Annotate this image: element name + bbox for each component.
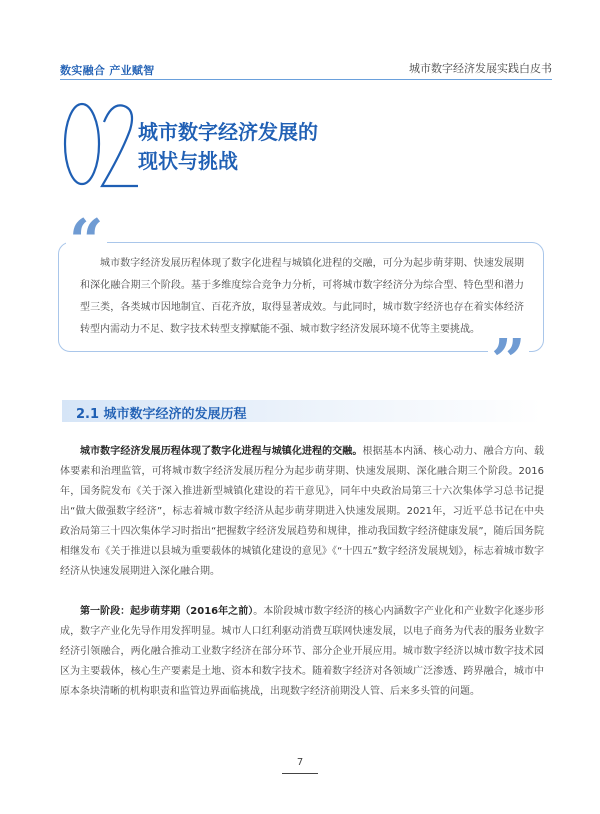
paragraph-1-body: 根据基本内涵、核心动力、融合方向、载体要素和治理监管，可将城市数字经济发展历程分为起步萌芽期、快速发展期、深化融合期三个阶段。2016年，国务院发布《关于深入推进新型城镇化建设的若干意见》，同年中央政治局第三十六次集体学习总书记提出“做大做强数字经济”，标志着城市数字经济从起步萌芽期进入快速发展期。2021年，习近平总书记在中央政治局第三十四次集体学习时指出“把握数字经济发展趋势和规律，推动我国数字经济健康发展”，随后国务院相继发布《关于推进以县城为重要载体的城镇化建设的意见》《“十四五”数字经济发展规划》，标志着城市数字经济从快速发展期进入深化融合期。	[60, 446, 545, 577]
header-tagline: 数实融合 产业赋智	[60, 64, 155, 77]
paragraph-1-lead: 城市数字经济发展历程体现了数字化进程与城镇化进程的交融。	[80, 446, 363, 457]
chapter-number-two-shape	[102, 105, 138, 186]
chapter-title-line-1: 城市数字经济发展的	[138, 120, 318, 144]
page-number: 7	[296, 757, 304, 768]
chapter-title	[138, 118, 318, 176]
section-heading: 2.1 城市数字经济的发展历程	[76, 407, 247, 422]
summary-quote-text: 城市数字经济发展历程体现了数字化进程与城镇化进程的交融，可分为起步萌芽期、快速发展期和深化融合期三个阶段。基于多维度综合竞争力分析，可将城市数字经济分为综合型、特色型和潜力型三类，各类城市因地制宜、百花齐放，取得显著成效。与此同时，城市数字经济也存在着实体经济转型内需动力不足、数字技术转型支撑赋能不强、城市数字经济发展环境不优等主要挑战。	[80, 258, 524, 335]
body-paragraph-1	[60, 442, 544, 582]
paragraph-2-body: 。本阶段城市数字经济的核心内涵数字产业化和产业数字化逐步形成，数字产业化先导作用发挥明显。城市人口红利驱动消费互联网快速发展，以电子商务为代表的服务业数字经济引领融合，两化融合推动工业数字经济在部分环节、部分企业开展应用。城市数字经济以城市数字技术园区为主要载体，核心生产要素是土地、资本和数字技术。随着数字经济对各领域广泛渗透、跨界融合，城市中原本条块清晰的机构职责和监管边界面临挑战，出现数字经济前期没人管、后来多头管的问题。	[60, 606, 545, 697]
chapter-title-line-2: 现状与挑战	[138, 149, 238, 173]
page-number-underline	[282, 773, 318, 774]
paragraph-2-lead: 第一阶段：起步萌芽期（2016年之前）	[80, 606, 254, 617]
chapter-number-zero-shape	[65, 104, 99, 184]
close-quote-icon: ”	[488, 332, 529, 392]
chapter-number-graphic	[60, 96, 140, 192]
body-paragraph-2	[60, 602, 544, 702]
open-quote-icon: “	[66, 212, 107, 272]
header-document-title: 城市数字经济发展实践白皮书	[409, 62, 552, 75]
header-divider	[60, 79, 552, 80]
